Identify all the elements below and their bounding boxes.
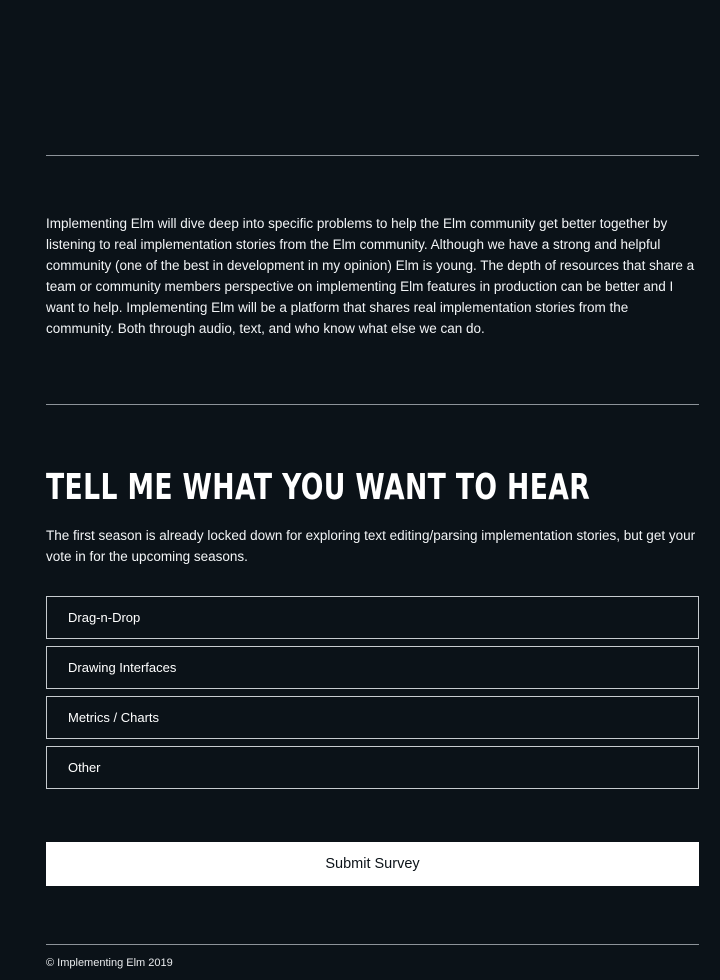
survey-option-label: Metrics / Charts [68,710,160,725]
survey-option-other[interactable] [46,746,699,789]
survey-option-drawing-interfaces[interactable] [46,646,699,689]
survey-option-label: Drag-n-Drop [68,610,141,625]
footer-divider [46,944,699,945]
survey-option-label: Other [68,760,101,775]
survey-options [46,596,699,796]
survey-heading: TELL ME WHAT YOU WANT TO HEAR [46,467,591,508]
intro-paragraph: Implementing Elm will dive deep into specific problems to help the Elm community get better together by listening to real implementation stories from the Elm community. Although we have a strong and helpful community (one of the best in development in my opinion) Elm is young. The depth of resources that share a team or community members perspective on implementing Elm features in production can be better and I want to help. Implementing Elm will be a platform that shares real implementation stories from the community. Both through audio, text, and who know what else we can do. [46,216,695,336]
footer-copyright: © Implementing Elm 2019 [46,957,173,969]
top-divider [46,155,699,156]
survey-lead-text: The first season is already locked down for exploring text editing/parsing implementation stories, but get your vote in for the upcoming seasons. [46,528,696,564]
survey-option-label: Drawing Interfaces [68,660,177,675]
submit-survey-button[interactable]: Submit Survey [46,842,699,886]
survey-option-metrics-charts[interactable] [46,696,699,739]
survey-option-drag-n-drop[interactable] [46,596,699,639]
section-divider [46,404,699,405]
